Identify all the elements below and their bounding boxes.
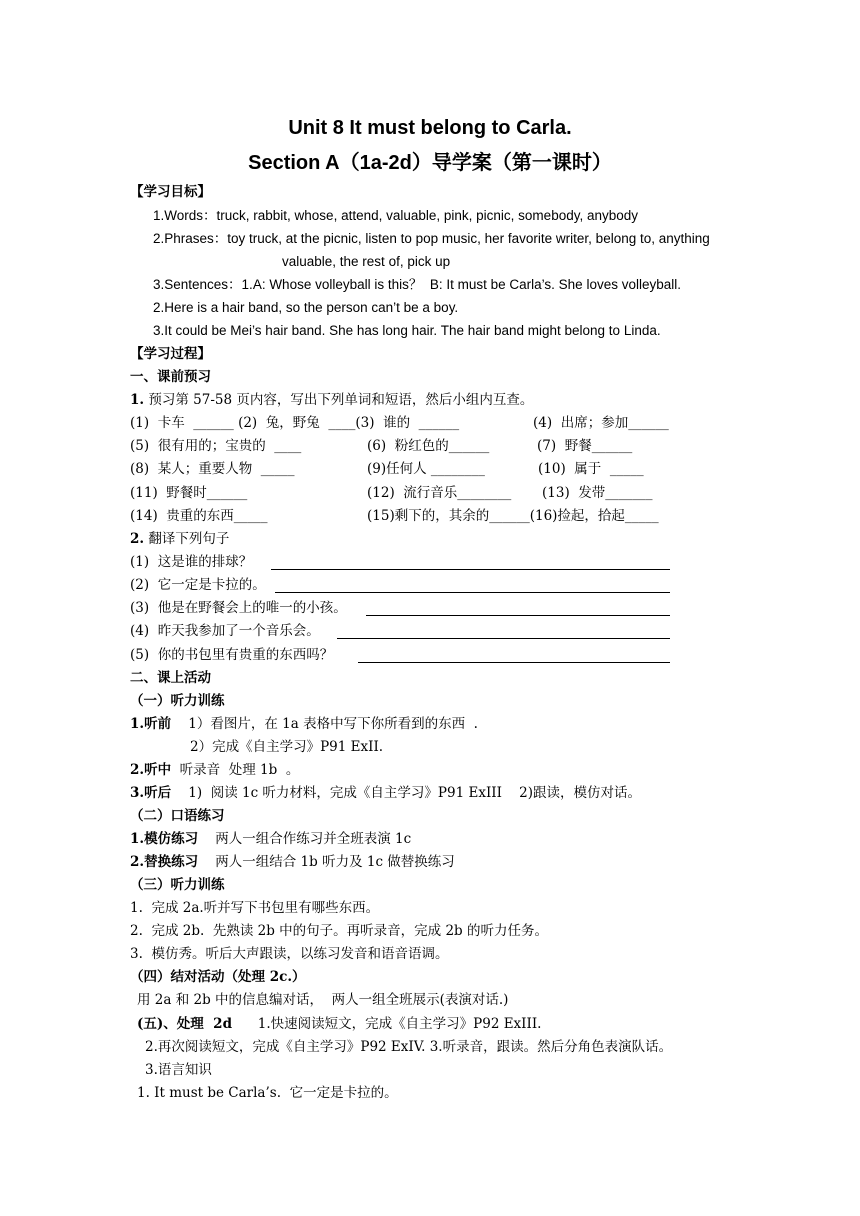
section-listening-2-heading: （三）听力训练 bbox=[130, 877, 225, 893]
answer-line[interactable] bbox=[358, 662, 670, 663]
pre-listening-2: 2）完成《自主学习》P91 ExII. bbox=[190, 739, 384, 755]
q1-text: 预习第 57-58 页内容，写出下列单词和短语，然后小组内互查。 bbox=[144, 392, 534, 408]
oral-1-text: 两人一组合作练习并全班表演 1c bbox=[198, 831, 412, 847]
pre-label: 1.听前 bbox=[130, 716, 172, 732]
answer-line[interactable] bbox=[337, 638, 670, 639]
oral-1-label: 1.模仿练习 bbox=[130, 831, 199, 847]
q2-number: 2. bbox=[130, 531, 145, 547]
vocab-item: (12) 流行音乐________ bbox=[367, 485, 512, 501]
vocab-item: (10) 属于 _____ bbox=[538, 461, 644, 477]
pre-text: 1）看图片，在 1a 表格中写下你所看到的东西 . bbox=[171, 716, 478, 732]
question-1 bbox=[130, 391, 533, 409]
goals-sentence-2: 2.Here is a hair band, so the person can’t be a boy. bbox=[153, 300, 459, 315]
section-2d bbox=[137, 1015, 541, 1033]
vocab-item: (5) 很有用的；宝贵的 ____ bbox=[130, 438, 302, 454]
goals-sentence-1: 3.Sentences：1.A: Whose volleyball is this？ B: It must be Carla’s. She loves volleyball. bbox=[153, 277, 681, 292]
goals-phrases: 2.Phrases：toy truck, at the picnic, listen to pop music, her favorite writer, belong to, anything bbox=[153, 231, 710, 246]
goals-heading: 【学习目标】 bbox=[130, 184, 211, 200]
vocab-item: (7) 野餐______ bbox=[537, 438, 633, 454]
translate-item: (3) 他是在野餐会上的唯一的小孩。 bbox=[130, 600, 347, 616]
document-title: Unit 8 It must belong to Carla. bbox=[288, 117, 572, 139]
part2-heading: 二、课上活动 bbox=[130, 670, 211, 686]
answer-line[interactable] bbox=[271, 569, 670, 570]
mid-label: 2.听中 bbox=[130, 762, 172, 778]
vocab-item: (9)任何人 ________ bbox=[367, 461, 485, 477]
section-oral-heading: （二）口语练习 bbox=[130, 808, 225, 824]
section-2d-heading: (五)、处理 2d bbox=[137, 1016, 233, 1032]
answer-line[interactable] bbox=[275, 592, 670, 593]
listening-task-1: 1. 完成 2a.听并写下书包里有哪些东西。 bbox=[130, 900, 380, 916]
document-subtitle: Section A（1a-2d）导学案（第一课时） bbox=[248, 152, 612, 174]
listening-task-2: 2. 完成 2b. 先熟读 2b 中的句子。再听录音，完成 2b 的听力任务。 bbox=[130, 923, 548, 939]
section-2d-text: 1.快速阅读短文，完成《自主学习》P92 ExIII. bbox=[232, 1016, 542, 1032]
vocab-item: (1) 卡车 ______ (2) 兔，野兔 ____(3) 谁的 ______ bbox=[130, 415, 460, 431]
question-2 bbox=[130, 530, 229, 548]
translate-item: (4) 昨天我参加了一个音乐会。 bbox=[130, 623, 320, 639]
section-2d-line-2: 2.再次阅读短文，完成《自主学习》P92 ExIV. 3.听录音，跟读。然后分角色表演队话。 bbox=[145, 1039, 673, 1055]
answer-line[interactable] bbox=[366, 615, 670, 616]
translate-item: (5) 你的书包里有贵重的东西吗？ bbox=[130, 647, 334, 663]
vocab-item: (4) 出席；参加______ bbox=[533, 415, 669, 431]
oral-2-text: 两人一组结合 1b 听力及 1c 做替换练习 bbox=[198, 854, 455, 870]
language-point-1: 1. It must be Carla’s. 它一定是卡拉的。 bbox=[137, 1085, 398, 1101]
post-listening bbox=[130, 784, 641, 802]
section-2d-line-3: 3.语言知识 bbox=[145, 1062, 212, 1078]
vocab-item: (8) 某人；重要人物 _____ bbox=[130, 461, 295, 477]
process-heading: 【学习过程】 bbox=[130, 346, 211, 362]
mid-text: 听录音 处理 1b 。 bbox=[171, 762, 300, 778]
vocab-item: (6) 粉红色的______ bbox=[367, 438, 490, 454]
goals-sentence-3: 3.It could be Mei’s hair band. She has long hair. The hair band might belong to Linda. bbox=[153, 323, 661, 338]
vocab-item: (14) 贵重的东西_____ bbox=[130, 508, 268, 524]
q1-number: 1. bbox=[130, 392, 145, 408]
oral-practice-1 bbox=[130, 830, 411, 848]
translate-item: (2) 它一定是卡拉的。 bbox=[130, 577, 266, 593]
section-listening-heading: （一）听力训练 bbox=[130, 693, 225, 709]
pair-activity-text: 用 2a 和 2b 中的信息编对话， 两人一组全班展示(表演对话.) bbox=[137, 992, 509, 1008]
goals-phrases-cont: valuable, the rest of, pick up bbox=[282, 254, 451, 269]
oral-practice-2 bbox=[130, 853, 455, 871]
goals-words: 1.Words：truck, rabbit, whose, attend, valuable, pink, picnic, somebody, anybody bbox=[153, 208, 639, 223]
while-listening bbox=[130, 761, 299, 779]
section-pair-heading: （四）结对活动（处理 2c.） bbox=[130, 969, 306, 985]
post-text: 1) 阅读 1c 听力材料，完成《自主学习》P91 ExIII 2)跟读，模仿对话。 bbox=[171, 785, 641, 801]
vocab-item: (11) 野餐时______ bbox=[130, 485, 248, 501]
pre-listening bbox=[130, 715, 478, 733]
oral-2-label: 2.替换练习 bbox=[130, 854, 199, 870]
vocab-item: (13) 发带_______ bbox=[542, 485, 653, 501]
translate-item: (1) 这是谁的排球？ bbox=[130, 554, 253, 570]
q2-text: 翻译下列句子 bbox=[144, 531, 230, 547]
part1-heading: 一、课前预习 bbox=[130, 369, 211, 385]
listening-task-3: 3. 模仿秀。听后大声跟读，以练习发音和语音语调。 bbox=[130, 946, 449, 962]
post-label: 3.听后 bbox=[130, 785, 172, 801]
vocab-item: (15)剩下的，其余的______(16)捡起，拾起_____ bbox=[367, 508, 659, 524]
